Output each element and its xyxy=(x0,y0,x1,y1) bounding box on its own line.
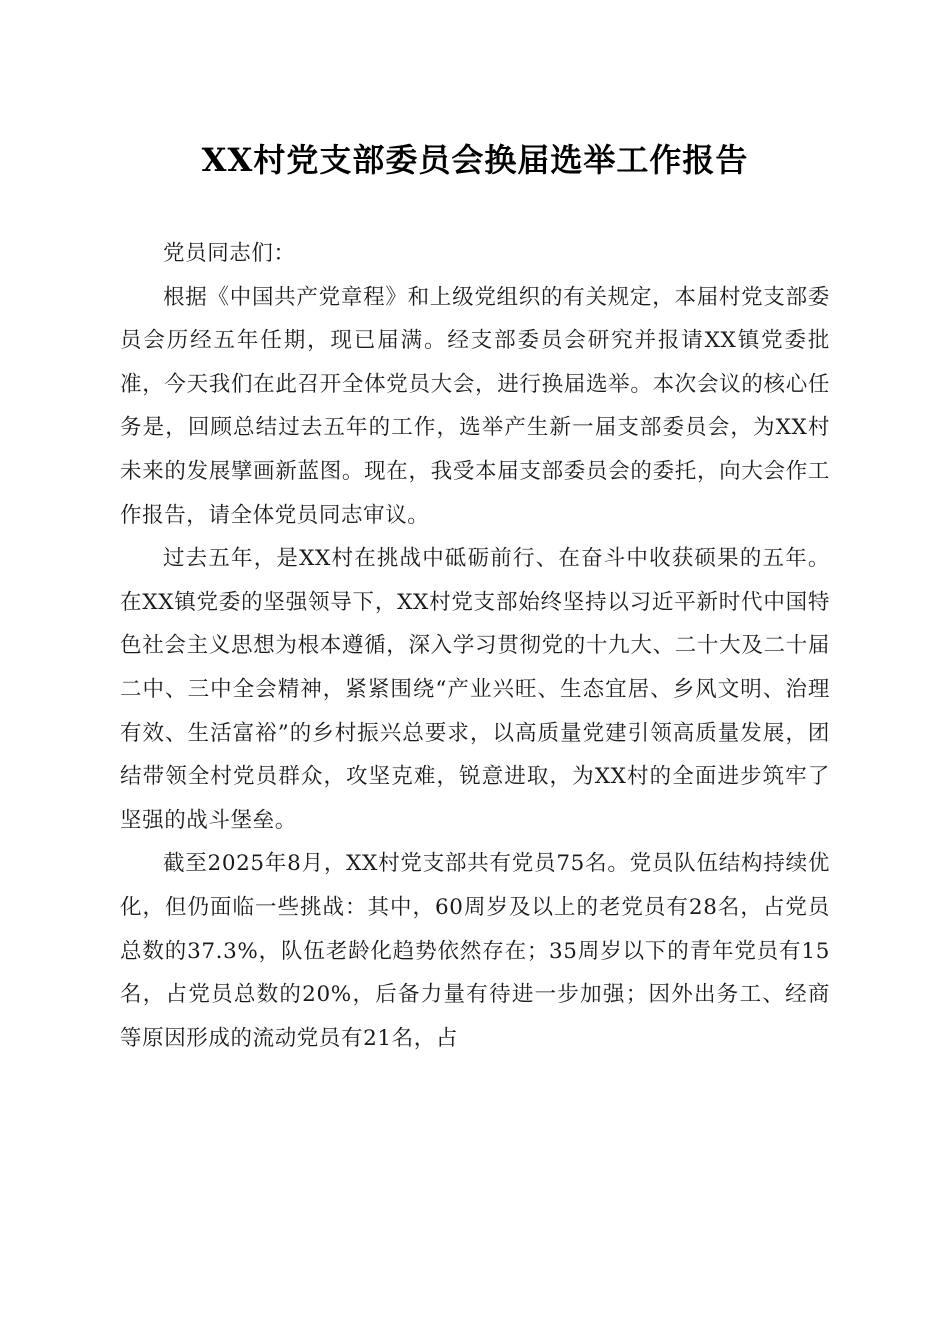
membership-paragraph: 截至2025年8月，XX村党支部共有党员75名。党员队伍结构持续优化，但仍面临一些挑战：其中，60周岁及以上的老党员有28名，占党员总数的37.3%，队伍老龄化趋势依然存在；35周岁以下的青年党员有15名，占党员总数的20%，后备力量有待进一步加强；因外出务工、经商等原因形成的流动党员有21名，占 xyxy=(120,851,830,1051)
salutation-paragraph: 党员同志们： xyxy=(163,241,296,266)
opening-paragraph: 根据《中国共产党章程》和上级党组织的有关规定，本届村党支部委员会历经五年任期，现已届满。经支部委员会研究并报请XX镇党委批准，今天我们在此召开全体党员大会，进行换届选举。本次会议的核心任务是，回顾总结过去五年的工作，选举产生新一届支部委员会，为XX村未来的发展擘画新蓝图。现在，我受本届支部委员会的委托，向大会作工作报告，请全体党员同志审议。 xyxy=(120,284,830,528)
document-title: XX村党支部委员会换届选举工作报告 xyxy=(201,141,749,179)
document-body xyxy=(120,232,830,1060)
review-paragraph: 过去五年，是XX村在挑战中砥砺前行、在奋斗中收获硕果的五年。在XX镇党委的坚强领导下，XX村党支部始终坚持以习近平新时代中国特色社会主义思想为根本遵循，深入学习贯彻党的十九大、二十大及二十届二中、三中全会精神，紧紧围绕“产业兴旺、生态宜居、乡风文明、治理有效、生活富裕”的乡村振兴总要求，以高质量党建引领高质量发展，团结带领全村党员群众，攻坚克难，锐意进取，为XX村的全面进步筑牢了坚强的战斗堡垒。 xyxy=(120,546,830,833)
